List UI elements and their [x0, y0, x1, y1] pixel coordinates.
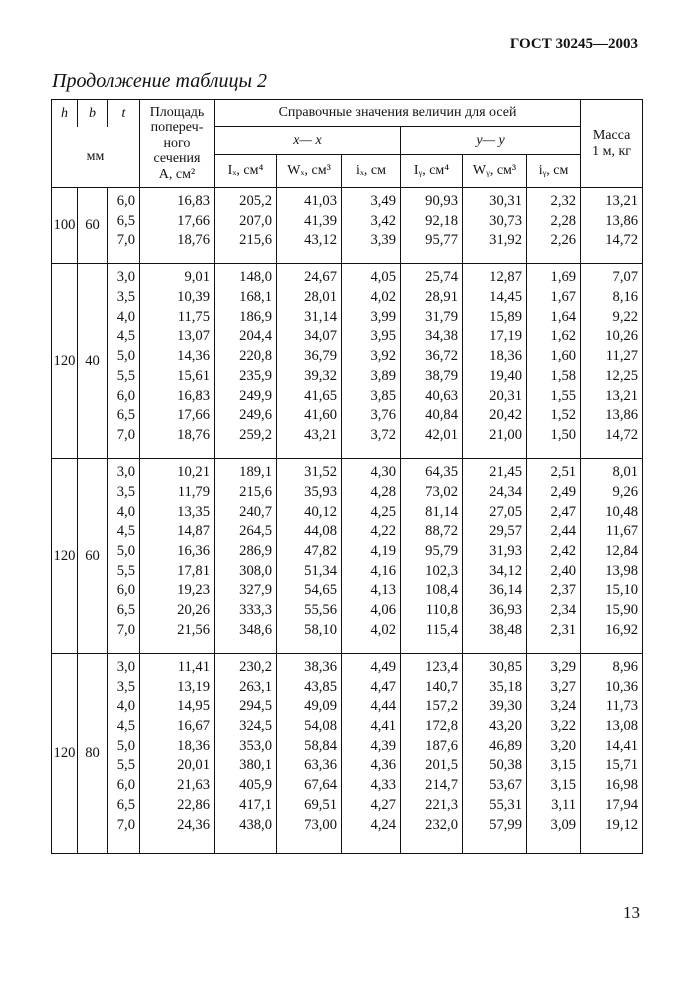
- header-ix-moment: Iₓ, см⁴: [215, 155, 277, 188]
- cell-ix-radius: 4,30 4,28 4,25 4,22 4,19 4,16 4,13 4,06 4,02: [342, 459, 401, 654]
- cell-ix-radius: 4,49 4,47 4,44 4,41 4,39 4,36 4,33 4,27 4,24: [342, 653, 401, 853]
- cell-mass: 7,07 8,16 9,22 10,26 11,27 12,25 13,21 13,86 14,72: [581, 264, 643, 459]
- cell-iy-moment: 90,93 92,18 95,77: [401, 188, 463, 264]
- cell-wx: 31,52 35,93 40,12 44,08 47,82 51,34 54,65 55,56 58,10: [277, 459, 342, 654]
- cell-ix-moment: 230,2 263,1 294,5 324,5 353,0 380,1 405,9 417,1 438,0: [215, 653, 277, 853]
- cell-wy: 12,87 14,45 15,89 17,19 18,36 19,40 20,31 20,42 21,00: [463, 264, 527, 459]
- cell-b: 60: [78, 188, 108, 264]
- header-mass: Масса 1 м, кг: [581, 100, 643, 188]
- cell-ix-moment: 205,2 207,0 215,6: [215, 188, 277, 264]
- cell-t: 3,0 3,5 4,0 4,5 5,0 5,5 6,0 6,5 7,0: [108, 459, 140, 654]
- cell-b: 60: [78, 459, 108, 654]
- cell-iy-moment: 25,74 28,91 31,79 34,38 36,72 38,79 40,63 40,84 42,01: [401, 264, 463, 459]
- table-row-group: [52, 264, 643, 459]
- header-area-unit: A, см²: [158, 166, 196, 182]
- cell-iy-moment: 123,4 140,7 157,2 172,8 187,6 201,5 214,7 221,3 232,0: [401, 653, 463, 853]
- cell-h: 120: [52, 264, 78, 459]
- cell-iy-radius: 3,29 3,27 3,24 3,22 3,20 3,15 3,15 3,11 3,09: [527, 653, 581, 853]
- cell-wy: 30,85 35,18 39,30 43,20 46,89 50,38 53,67 55,31 57,99: [463, 653, 527, 853]
- cell-b: 80: [78, 653, 108, 853]
- cell-ix-radius: 4,05 4,02 3,99 3,95 3,92 3,89 3,85 3,76 3,72: [342, 264, 401, 459]
- header-wx: Wₓ, см³: [277, 155, 342, 188]
- standard-number: ГОСТ 30245—2003: [509, 36, 638, 52]
- cell-t: 6,0 6,5 7,0: [108, 188, 140, 264]
- profile-data-table: [51, 99, 643, 854]
- cell-b: 40: [78, 264, 108, 459]
- table-caption: Продолжение таблицы 2: [52, 70, 268, 92]
- cell-ix-radius: 3,49 3,42 3,39: [342, 188, 401, 264]
- cell-t: 3,0 3,5 4,0 4,5 5,0 5,5 6,0 6,5 7,0: [108, 653, 140, 853]
- table-row-group: [52, 188, 643, 264]
- cell-wx: 38,36 43,85 49,09 54,08 58,84 63,36 67,64 69,51 73,00: [277, 653, 342, 853]
- cell-h: 100: [52, 188, 78, 264]
- cell-ix-moment: 189,1 215,6 240,7 264,5 286,9 308,0 327,9 333,3 348,6: [215, 459, 277, 654]
- cell-h: 120: [52, 459, 78, 654]
- cell-iy-radius: 2,32 2,28 2,26: [527, 188, 581, 264]
- header-t: t: [108, 100, 140, 127]
- cell-ix-moment: 148,0 168,1 186,9 204,4 220,8 235,9 249,9 249,6 259,2: [215, 264, 277, 459]
- header-ix-radius: iₓ, см: [342, 155, 401, 188]
- cell-wx: 41,03 41,39 43,12: [277, 188, 342, 264]
- header-b: b: [78, 100, 108, 127]
- header-wy: Wᵧ, см³: [463, 155, 527, 188]
- header-iy-radius: iᵧ, см: [527, 155, 581, 188]
- header-reference: Справочные значения величин для осей: [215, 100, 581, 127]
- header-area: Площадь попереч- ного сечения A, см²: [140, 100, 215, 188]
- cell-iy-moment: 64,35 73,02 81,14 88,72 95,79 102,3 108,4 110,8 115,4: [401, 459, 463, 654]
- cell-mass: 13,21 13,86 14,72: [581, 188, 643, 264]
- cell-iy-radius: 2,51 2,49 2,47 2,44 2,42 2,40 2,37 2,34 2,31: [527, 459, 581, 654]
- cell-wx: 24,67 28,01 31,14 34,07 36,79 39,32 41,65 41,60 43,21: [277, 264, 342, 459]
- header-axis-x: x— x: [215, 127, 401, 155]
- page-number: 13: [623, 903, 640, 922]
- table-row-group: [52, 459, 643, 654]
- header-mm: мм: [52, 127, 140, 188]
- table-row-group: [52, 653, 643, 853]
- cell-mass: 8,01 9,26 10,48 11,67 12,84 13,98 15,10 15,90 16,92: [581, 459, 643, 654]
- cell-h: 120: [52, 653, 78, 853]
- cell-iy-radius: 1,69 1,67 1,64 1,62 1,60 1,58 1,55 1,52 1,50: [527, 264, 581, 459]
- cell-wy: 21,45 24,34 27,05 29,57 31,93 34,12 36,14 36,93 38,48: [463, 459, 527, 654]
- cell-area: 11,41 13,19 14,95 16,67 18,36 20,01 21,63 22,86 24,36: [140, 653, 215, 853]
- cell-mass: 8,96 10,36 11,73 13,08 14,41 15,71 16,98 17,94 19,12: [581, 653, 643, 853]
- header-axis-y: y— y: [401, 127, 581, 155]
- cell-t: 3,0 3,5 4,0 4,5 5,0 5,5 6,0 6,5 7,0: [108, 264, 140, 459]
- cell-area: 16,83 17,66 18,76: [140, 188, 215, 264]
- cell-area: 9,01 10,39 11,75 13,07 14,36 15,61 16,83 17,66 18,76: [140, 264, 215, 459]
- cell-area: 10,21 11,79 13,35 14,87 16,36 17,81 19,23 20,26 21,56: [140, 459, 215, 654]
- cell-wy: 30,31 30,73 31,92: [463, 188, 527, 264]
- header-h: h: [52, 100, 78, 127]
- header-iy-moment: Iᵧ, см⁴: [401, 155, 463, 188]
